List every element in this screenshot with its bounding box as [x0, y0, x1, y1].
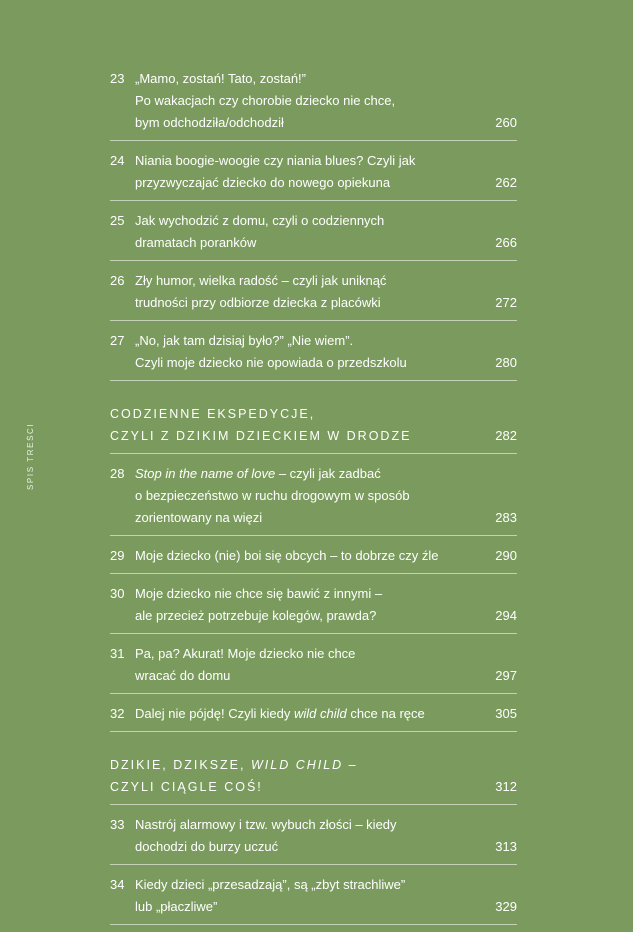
section-heading-expeditions[interactable]	[110, 399, 517, 454]
entry-title: Moje dziecko (nie) boi się obcych – to dobrze czy źle	[135, 548, 439, 563]
toc-entry-23[interactable]	[110, 66, 517, 141]
entry-title: Jak wychodzić z domu, czyli o codziennych dramatach poranków	[135, 213, 385, 250]
entry-title: Kiedy dzieci „przesadzają”, są „zbyt strachliwe” lub „płaczliwe”	[135, 877, 406, 914]
entry-title: Moje dziecko nie chce się bawić z innymi – ale przecież potrzebuje kolegów, prawda?	[135, 586, 383, 623]
entry-title: Stop in the name of love – czyli jak zadbać o bezpieczeństwo w ruchu drogowym w sposób zorientowany na więzi	[135, 466, 410, 525]
section-page: 282	[495, 428, 517, 443]
section-page: 312	[495, 779, 517, 794]
toc-entry-32[interactable]	[110, 701, 517, 732]
entry-number: 23	[110, 71, 125, 86]
section-heading-wild-child[interactable]	[110, 750, 517, 805]
entry-number: 27	[110, 333, 125, 348]
entry-page: 329	[495, 899, 517, 914]
entry-number: 28	[110, 466, 125, 481]
toc-entry-31[interactable]	[110, 641, 517, 694]
entry-page: 294	[495, 608, 517, 623]
entry-number: 34	[110, 877, 125, 892]
entry-page: 262	[495, 175, 517, 190]
section-title: DZIKIE, DZIKSZE, WILD CHILD – CZYLI CIĄGLE COŚ!	[110, 758, 358, 794]
entry-title: Niania boogie-woogie czy niania blues? Czyli jak przyzwyczajać dziecko do nowego opiekuna	[135, 153, 416, 190]
table-of-contents	[110, 66, 517, 932]
entry-number: 30	[110, 586, 125, 601]
entry-title: Dalej nie pójdę! Czyli kiedy wild child chce na ręce	[135, 706, 425, 721]
entry-title: Nastrój alarmowy i tzw. wybuch złości – kiedy dochodzi do burzy uczuć	[135, 817, 397, 854]
entry-title: Zły humor, wielka radość – czyli jak uniknąć trudności przy odbiorze dziecka z placówki	[135, 273, 387, 310]
entry-number: 31	[110, 646, 125, 661]
toc-entry-30[interactable]	[110, 581, 517, 634]
side-label: SPIS TREŚCI	[26, 422, 35, 490]
entry-title: „No, jak tam dzisiaj było?” „Nie wiem”. Czyli moje dziecko nie opowiada o przedszkolu	[135, 333, 407, 370]
entry-page: 260	[495, 115, 517, 130]
toc-entry-28[interactable]	[110, 461, 517, 536]
entry-page: 283	[495, 510, 517, 525]
entry-number: 24	[110, 153, 125, 168]
entry-number: 33	[110, 817, 125, 832]
entry-page: 272	[495, 295, 517, 310]
toc-entry-34[interactable]	[110, 872, 517, 925]
toc-entry-24[interactable]	[110, 148, 517, 201]
toc-entry-26[interactable]	[110, 268, 517, 321]
entry-page: 266	[495, 235, 517, 250]
entry-number: 25	[110, 213, 125, 228]
entry-page: 305	[495, 706, 517, 721]
entry-number: 32	[110, 706, 125, 721]
entry-page: 290	[495, 548, 517, 563]
toc-entry-29[interactable]	[110, 543, 517, 574]
entry-page: 280	[495, 355, 517, 370]
section-title: CODZIENNE EKSPEDYCJE, CZYLI Z DZIKIM DZIECKIEM W DRODZE	[110, 407, 412, 443]
toc-entry-27[interactable]	[110, 328, 517, 381]
entry-page: 297	[495, 668, 517, 683]
toc-entry-33[interactable]	[110, 812, 517, 865]
entry-number: 29	[110, 548, 125, 563]
entry-page: 313	[495, 839, 517, 854]
entry-title: „Mamo, zostań! Tato, zostań!” Po wakacjach czy chorobie dziecko nie chce, bym odchodziła/odchodził	[135, 71, 396, 130]
toc-entry-25[interactable]	[110, 208, 517, 261]
entry-title: Pa, pa? Akurat! Moje dziecko nie chce wracać do domu	[135, 646, 356, 683]
entry-number: 26	[110, 273, 125, 288]
